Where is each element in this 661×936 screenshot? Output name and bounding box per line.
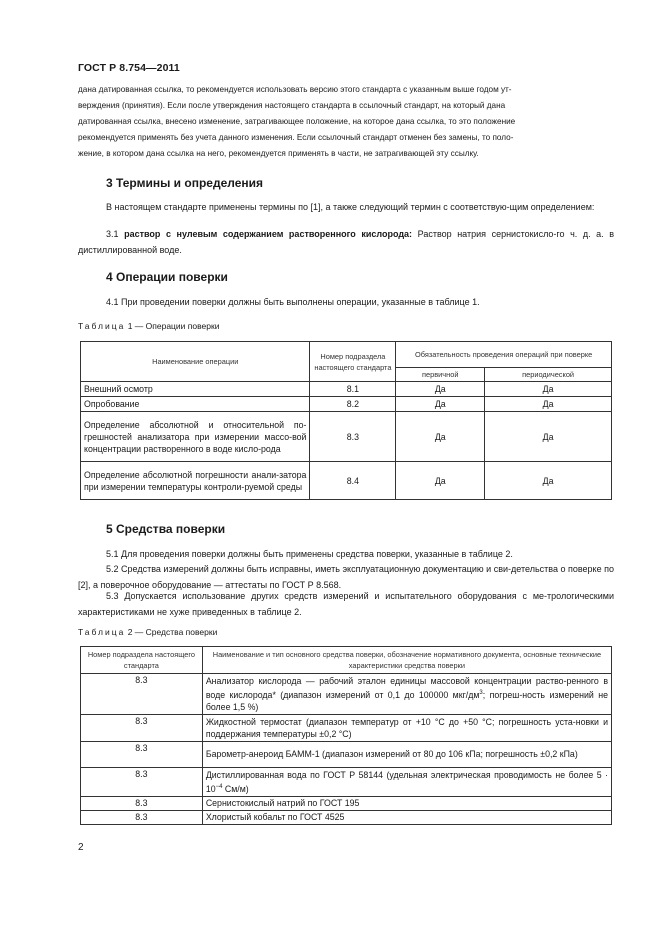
section-5-paragraph-2: 5.2 Средства измерений должны быть исправны, иметь эксплуатационную документацию и сви-детельства о поверке по [2], а поверочное оборудование — аттестаты по ГОСТ Р 8.568. (78, 564, 614, 590)
cell-operation: Внешний осмотр (81, 382, 310, 397)
table-1-caption (78, 321, 219, 331)
tool-superscript: −4 (215, 783, 223, 790)
table-1-caption-prefix: Таблица (78, 321, 126, 331)
cell-tool (202, 741, 611, 767)
header-periodic: периодической (485, 368, 612, 382)
header-operation-name: Наименование операции (81, 342, 310, 382)
tool-text: Хлористый кобальт по ГОСТ 4525 (205, 812, 345, 823)
header-primary: первичной (396, 368, 485, 382)
page-number: 2 (78, 842, 84, 853)
cell-periodic: Да (485, 412, 612, 462)
cell-section: 8.3 (310, 412, 396, 462)
cell-section: 8.3 (81, 796, 203, 810)
header-tool-description: Наименование и тип основного средства поверки, обозначение нормативного документа, основные технические характеристики средства поверки (202, 647, 611, 674)
header-required: Обязательность проведения операций при поверке (396, 342, 612, 368)
intro-line: верждения (принятия). Если после утверждения настоящего стандарта в ссылочный стандарт, на который дана (78, 101, 506, 110)
term-text: Раствор натрия сернистокисло-го ч. д. а. в дистиллированной воде. (78, 229, 614, 255)
table-operations (80, 341, 612, 500)
table-row (81, 397, 612, 412)
cell-operation: Определение абсолютной погрешности анали-затора при измерении температуры контроли-руемой среды (81, 462, 310, 500)
tool-text: Анализатор кислорода — рабочий эталон единицы массовой концентрации раство-ренного в воде кислорода* (диапазон измерений от 0,1 до 100000 мкг/дм (205, 676, 608, 700)
table-row (81, 767, 612, 796)
cell-operation: Определение абсолютной и относительной по-грешностей анализатора при измерении массо-вой концентрации растворенного в воде кисло-рода (81, 412, 310, 462)
cell-section: 8.4 (310, 462, 396, 500)
cell-operation: Опробование (81, 397, 310, 412)
cell-section: 8.3 (81, 741, 203, 767)
table-row (81, 714, 612, 741)
section-5-paragraph-3: 5.3 Допускается использование других средств измерений и испытательного оборудования с ме-трологическими характеристиками не хуже приведенных в таблице 2. (78, 591, 614, 617)
section-3-paragraph: В настоящем стандарте применены термины по [1], а также следующий термин с соответствую-щим определением: (106, 202, 595, 212)
cell-tool (202, 810, 611, 824)
tool-text-end: См/м) (222, 783, 249, 794)
table-2-caption-text: 2 — Средства поверки (127, 627, 218, 637)
cell-periodic: Да (485, 382, 612, 397)
cell-primary: Да (396, 462, 485, 500)
cell-primary: Да (396, 382, 485, 397)
tool-text: Жидкостной термостат (диапазон температур от +10 °С до +50 °С; погрешность уста-новки и поддержания температуры ±0,2 °С) (205, 716, 608, 739)
intro-line: датированная ссылка, внесено изменение, затрагивающее положение, на которое дана ссылка, то это положение (78, 117, 516, 126)
cell-section: 8.3 (81, 810, 203, 824)
cell-periodic: Да (485, 462, 612, 500)
table-1-caption-text: 1 — Операции поверки (127, 321, 220, 331)
intro-paragraph (78, 82, 614, 162)
tool-text: Барометр-анероид БАММ-1 (диапазон измерений от 80 до 106 кПа; погрешность ±0,2 кПа) (205, 749, 578, 760)
cell-tool (202, 767, 611, 796)
header-section-number: Номер подраздела настоящего стандарта (310, 342, 396, 382)
table-row (81, 462, 612, 500)
table-tools (80, 646, 612, 825)
tool-text-end: ; погреш-ность измерений не более 1,5 %) (205, 689, 608, 712)
cell-section: 8.3 (81, 767, 203, 796)
document-header-code: ГОСТ Р 8.754—2011 (78, 62, 180, 74)
cell-section: 8.3 (81, 674, 203, 715)
cell-tool (202, 674, 611, 715)
table-row (81, 382, 612, 397)
term-number: 3.1 (106, 229, 119, 239)
cell-section: 8.1 (310, 382, 396, 397)
intro-line: жение, в котором дана ссылка на него, рекомендуется применять в части, не затрагивающей эту ссылку. (78, 149, 479, 158)
section-5-title: 5 Средства поверки (106, 522, 226, 536)
intro-line: рекомендуется применять без учета данного изменения. Если ссылочный стандарт отменен без замены, то поло- (78, 133, 514, 142)
cell-section: 8.3 (81, 714, 203, 741)
cell-periodic: Да (485, 397, 612, 412)
intro-line: дана датированная ссылка, то рекомендуется использовать версию этого стандарта с указанным выше годом ут- (78, 85, 512, 94)
tool-text: Сернистокислый натрий по ГОСТ 195 (205, 798, 360, 809)
cell-section: 8.2 (310, 397, 396, 412)
tool-superscript: 3 (479, 690, 483, 696)
cell-primary: Да (396, 412, 485, 462)
table-row (81, 412, 612, 462)
table-row (81, 796, 612, 810)
tool-text: Дистиллированная вода по ГОСТ Р 58144 (удельная электрическая проводимость не более 5 · 10 (205, 769, 608, 794)
section-4-paragraph: 4.1 При проведении поверки должны быть выполнены операции, указанные в таблице 1. (106, 297, 480, 307)
term-definition (78, 226, 614, 258)
section-3-title: 3 Термины и определения (106, 176, 264, 190)
table-row (81, 674, 612, 715)
table-row (81, 810, 612, 824)
cell-primary: Да (396, 397, 485, 412)
term-name: раствор с нулевым содержанием растворенного кислорода: (124, 229, 413, 239)
header-section-number: Номер подраздела настоящего стандарта (81, 647, 203, 674)
section-5-paragraph-1: 5.1 Для проведения поверки должны быть применены средства поверки, указанные в таблице 2. (106, 549, 513, 559)
cell-tool (202, 796, 611, 810)
section-4-title: 4 Операции поверки (106, 270, 228, 284)
table-2-caption (78, 627, 217, 637)
table-2-caption-prefix: Таблица (78, 627, 126, 637)
cell-tool (202, 714, 611, 741)
table-row (81, 741, 612, 767)
